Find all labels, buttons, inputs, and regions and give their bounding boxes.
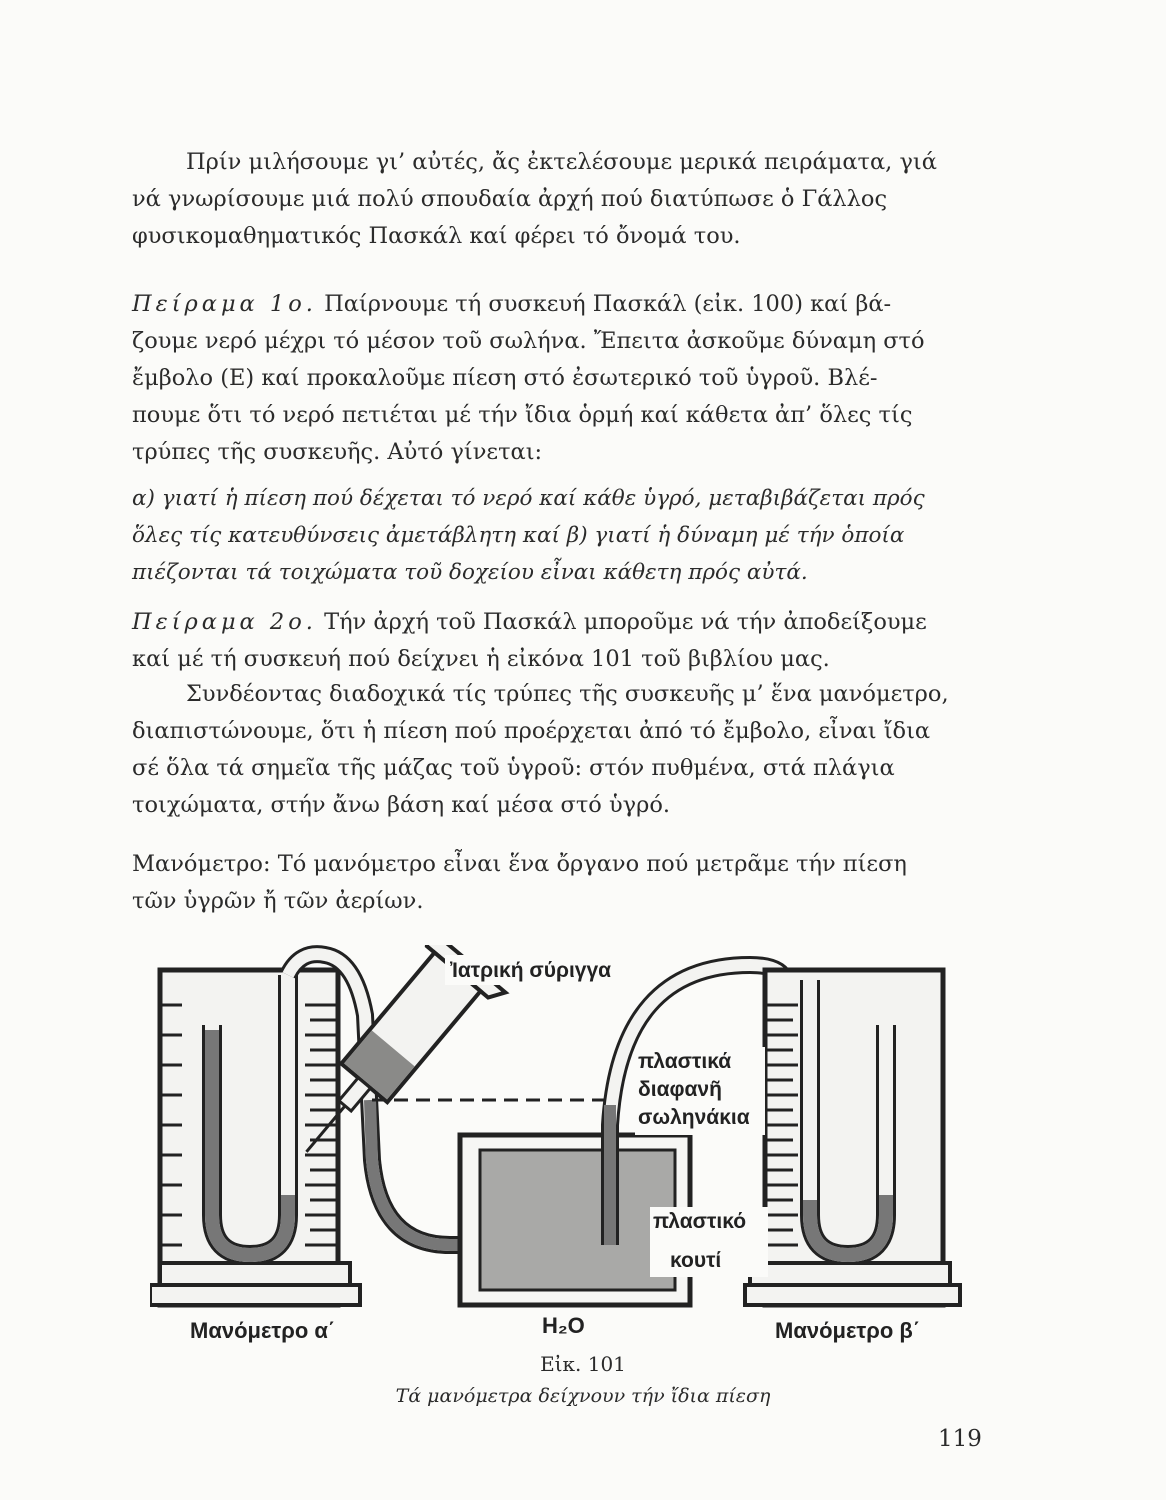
text-line: τῶν ὑγρῶν ἤ τῶν ἀερίων.: [132, 888, 424, 914]
text-line: νά γνωρίσουμε μιά πολύ σπουδαία ἀρχή πού διατύπωσε ὁ Γάλλος: [132, 186, 888, 212]
box-water: [480, 1150, 675, 1290]
experiment-2-heading: Πείραμα 2ο.: [132, 609, 317, 635]
text-line: Πρίν μιλήσουμε γι’ αὐτές, ἄς ἐκτελέσουμε μερικά πειράματα, γιά: [186, 149, 937, 175]
figure-101-diagram: [150, 945, 990, 1345]
experiment-1-heading: Πείραμα 1ο.: [132, 291, 317, 317]
experiment-1-first-line: Παίρνουμε τή συσκευή Πασκάλ (εἰκ. 100) καί βά-: [316, 291, 892, 317]
manometer-a: [150, 970, 360, 1305]
box-label-line2: κουτί: [670, 1249, 722, 1272]
box-label-line1: πλαστικό: [653, 1210, 747, 1233]
manometer-definition: [132, 846, 982, 920]
water-label: H₂O: [542, 1313, 585, 1338]
text-line: καί μέ τή συσκευή πού δείχνει ἡ εἰκόνα 101 τοῦ βιβλίου μας.: [132, 646, 830, 672]
experiment-2-first-line: Τήν ἀρχή τοῦ Πασκάλ μποροῦμε νά τήν ἀποδείξουμε: [316, 609, 927, 635]
syringe-label: Ἰατρική σύριγγα: [450, 959, 612, 982]
text-line: τρύπες τῆς συσκευῆς. Αὐτό γίνεται:: [132, 439, 543, 465]
connecting-paragraph: [132, 676, 982, 824]
tubes-label-line2: διαφανῆ: [638, 1078, 722, 1101]
text-line: Μανόμετρο: Τό μανόμετρο εἶναι ἕνα ὄργανο πού μετρᾶμε τήν πίεση: [132, 851, 907, 877]
text-line: [132, 604, 982, 641]
text-line: [132, 286, 982, 323]
text-line: ὅλες τίς κατευθύνσεις ἀμετάβλητη καί β) γιατί ἡ δύναμη μέ τήν ὁποία: [132, 523, 905, 548]
text-line: διαπιστώνουμε, ὅτι ἡ πίεση πού προέρχεται ἀπό τό ἔμβολο, εἶναι ἴδια: [132, 718, 931, 744]
text-line: φυσικομαθηματικός Πασκάλ καί φέρει τό ὄνομά του.: [132, 223, 741, 249]
intro-paragraph: [132, 144, 982, 255]
text-line: ζουμε νερό μέχρι τό μέσον τοῦ σωλήνα. Ἔπειτα ἀσκοῦμε δύναμη στό: [132, 328, 925, 354]
manometer-a-stand: [150, 1285, 360, 1305]
experiment-1-paragraph: [132, 286, 982, 471]
manometer-a-label: Μανόμετρο α΄: [190, 1318, 336, 1343]
tubes-label-line3: σωληνάκια: [638, 1106, 750, 1129]
tubes-label-line1: πλαστικά: [638, 1050, 732, 1073]
text-line: σέ ὅλα τά σημεῖα τῆς μάζας τοῦ ὑγροῦ: στόν πυθμένα, στά πλάγια: [132, 755, 895, 781]
text-line: τοιχώματα, στήν ἄνω βάση καί μέσα στό ὑγρό.: [132, 792, 671, 818]
experiment-2-paragraph: [132, 604, 982, 678]
text-line: πιέζονται τά τοιχώματα τοῦ δοχείου εἶναι κάθετη πρός αὐτά.: [132, 560, 808, 585]
manometer-b-stand: [745, 1285, 960, 1305]
page-number: 119: [938, 1426, 982, 1452]
text-line: πουμε ὅτι τό νερό πετιέται μέ τήν ἴδια ὁρμή καί κάθετα ἀπ’ ὅλες τίς: [132, 402, 913, 428]
conclusion-paragraph: [132, 480, 982, 591]
figure-caption-text: Τά μανόμετρα δείχνουν τήν ἴδια πίεση: [395, 1385, 771, 1407]
text-line: α) γιατί ἡ πίεση πού δέχεται τό νερό καί κάθε ὑγρό, μεταβιβάζεται πρός: [132, 486, 925, 511]
text-line: Συνδέοντας διαδοχικά τίς τρύπες τῆς συσκευῆς μ’ ἕνα μανόμετρο,: [186, 681, 949, 707]
manometer-b: [745, 970, 960, 1305]
manometer-b-label: Μανόμετρο β΄: [775, 1318, 921, 1343]
figure-caption-number: Εἰκ. 101: [540, 1352, 626, 1376]
text-line: ἔμβολο (Ε) καί προκαλοῦμε πίεση στό ἐσωτερικό τοῦ ὑγροῦ. Βλέ-: [132, 365, 878, 391]
